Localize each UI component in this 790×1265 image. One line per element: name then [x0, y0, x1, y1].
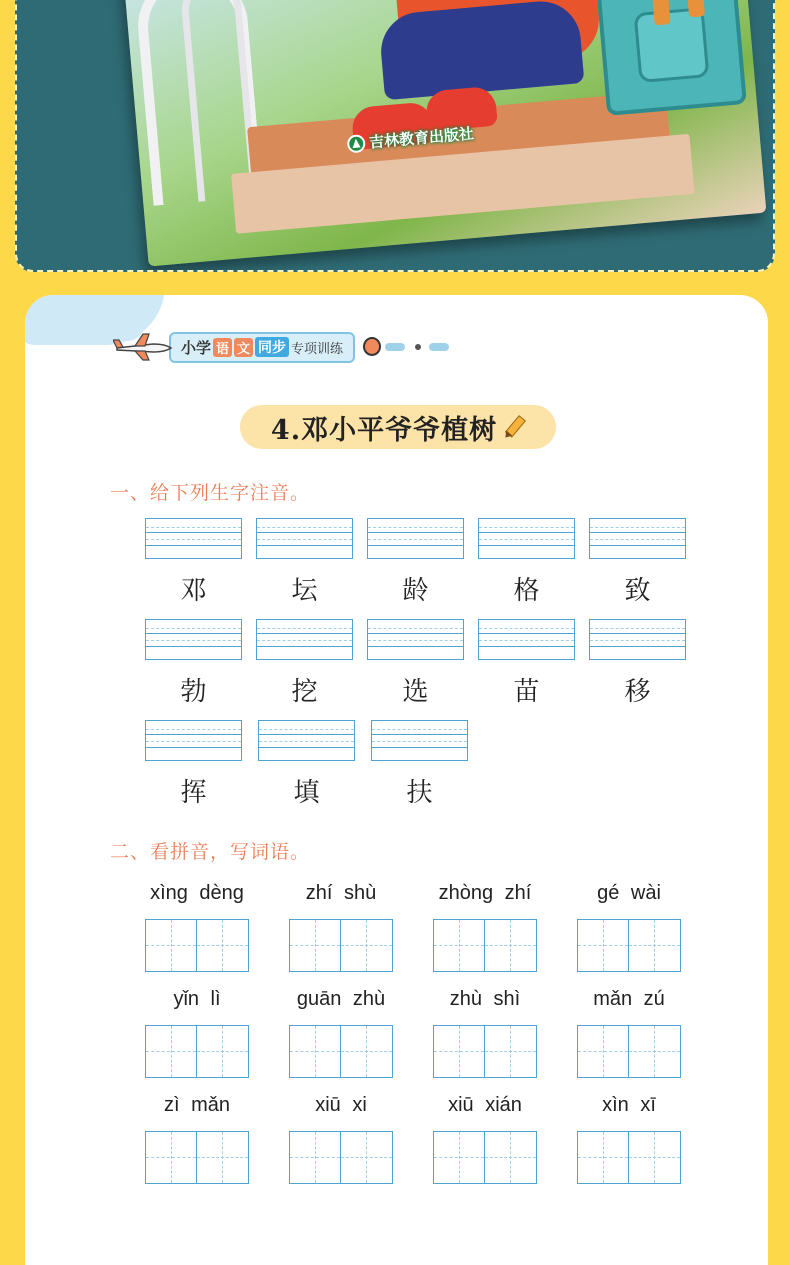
worksheet-page: [25, 295, 768, 1265]
pinyin-prompt: zhí shù: [305, 882, 377, 904]
word-writing-grid[interactable]: [145, 919, 249, 972]
character: 选: [402, 677, 429, 707]
series-part-training: 专项训练: [291, 341, 344, 357]
series-part-chinese-1: 语: [213, 338, 232, 357]
small-cloud-icon: [429, 343, 449, 351]
word-writing-grid[interactable]: [145, 1131, 249, 1184]
publisher-tree-icon: [346, 134, 366, 154]
section-2-heading: 二、看拼音，写词语。: [110, 841, 311, 863]
pinyin-answer-box[interactable]: [145, 518, 242, 559]
character: 苗: [513, 677, 540, 707]
word-writing-grid[interactable]: [145, 1025, 249, 1078]
pinyin-answer-box[interactable]: [478, 619, 575, 660]
pinyin-prompt: zhòng zhí: [438, 882, 532, 904]
word-writing-grid[interactable]: [289, 919, 393, 972]
pinyin-answer-box[interactable]: [478, 518, 575, 559]
pinyin-prompt: yǐn lì: [173, 988, 221, 1010]
word-writing-grid[interactable]: [433, 1025, 537, 1078]
pinyin-prompt: xìng dèng: [150, 882, 244, 904]
cover-backpack-pocket: [634, 7, 710, 83]
cover-backpack-buckle: [686, 0, 705, 17]
pinyin-prompt: zhù shì: [449, 988, 521, 1010]
series-banner: [113, 330, 449, 364]
character: 扶: [406, 778, 433, 808]
character: 坛: [291, 576, 318, 606]
small-balloon-icon: [415, 344, 421, 350]
series-title: [169, 332, 355, 363]
word-writing-grid[interactable]: [433, 1131, 537, 1184]
pinyin-prompt: xiū xián: [448, 1094, 522, 1116]
character: 致: [624, 576, 651, 606]
pinyin-answer-box[interactable]: [589, 518, 686, 559]
pinyin-prompt: mǎn zú: [593, 988, 665, 1010]
lesson-title: 4.邓小平爷爷植树: [270, 414, 498, 446]
character: 移: [624, 677, 651, 707]
word-writing-grid[interactable]: [577, 1131, 681, 1184]
series-part-sync: 同步: [255, 337, 289, 357]
pinyin-answer-box[interactable]: [256, 518, 353, 559]
word-writing-grid[interactable]: [577, 919, 681, 972]
character: 填: [293, 778, 320, 808]
section-1-heading: 一、给下列生字注音。: [110, 482, 311, 504]
character: 勃: [180, 677, 207, 707]
word-writing-grid[interactable]: [433, 919, 537, 972]
pencil-icon: [496, 409, 531, 444]
airplane-icon: [113, 332, 175, 362]
pinyin-prompt: gé wài: [597, 882, 661, 904]
pinyin-answer-box[interactable]: [589, 619, 686, 660]
word-writing-grid[interactable]: [289, 1131, 393, 1184]
pinyin-prompt: xiū xi: [315, 1094, 367, 1116]
pinyin-answer-box[interactable]: [256, 619, 353, 660]
character: 格: [513, 576, 540, 606]
series-part-primary: 小学: [181, 338, 212, 357]
pinyin-prompt: zì mǎn: [163, 1094, 231, 1116]
character: 邓: [180, 576, 207, 606]
pinyin-answer-box[interactable]: [258, 720, 355, 761]
lesson-title-banner: [240, 405, 556, 449]
small-cloud-icon: [385, 343, 405, 351]
character: 挖: [291, 677, 318, 707]
hot-air-balloon-icon: [363, 337, 377, 357]
pinyin-answer-box[interactable]: [145, 619, 242, 660]
pinyin-answer-box[interactable]: [367, 619, 464, 660]
pinyin-answer-box[interactable]: [371, 720, 468, 761]
pinyin-answer-box[interactable]: [145, 720, 242, 761]
series-part-chinese-2: 文: [234, 338, 253, 357]
pinyin-answer-box[interactable]: [367, 518, 464, 559]
character: 龄: [402, 576, 429, 606]
cover-backpack-buckle: [652, 0, 671, 25]
cover-child-pants: [378, 0, 585, 100]
cover-panel: [15, 0, 775, 272]
word-writing-grid[interactable]: [289, 1025, 393, 1078]
pinyin-prompt: xìn xī: [602, 1094, 656, 1116]
character: 挥: [180, 778, 207, 808]
pinyin-prompt: guān zhù: [296, 988, 386, 1010]
publisher-name: 吉林教育出版社: [368, 124, 475, 152]
word-writing-grid[interactable]: [577, 1025, 681, 1078]
